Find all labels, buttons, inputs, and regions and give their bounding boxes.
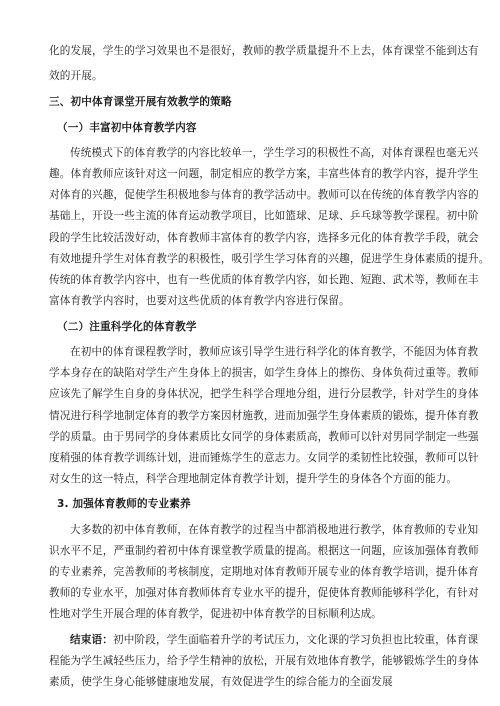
subsection-heading: 3. 加强体育教师的专业素养 — [57, 498, 191, 510]
paragraph-line: 性地对学生开展合理的体育教学，促进初中体育教学的目标顺利达成。 — [49, 608, 383, 620]
paragraph-line: 学的质量。由于男同学的身体素质比女同学的身体素质高，教师可以针对男同学制定一些强 — [49, 431, 479, 443]
paragraph-line: 的专业素养，完善教师的考核制度，定期地对体育教师开展专业的体育教学培训，提升体育 — [49, 566, 479, 578]
conclusion-first-line — [70, 633, 478, 647]
paragraph-line: 度稍强的体育教学训练计划，进而锤炼学生的意志力。女同学的柔韧性比较强，教师可以针 — [49, 452, 479, 464]
conclusion-label: 结束语： — [70, 634, 113, 646]
paragraph-line: 基础上，开设一些主流的体育运动教学项目，比如篮球、足球、乒乓球等教学课程。初中阶 — [49, 210, 479, 222]
paragraph-line: 对女生的这一特点，科学合理地制定体育教学计划，提升学生的身体各个方面的能力。 — [49, 473, 458, 485]
paragraph-line: 段的学生比较活泼好动，体育教师丰富体育的教学内容，选择多元化的体育教学手段，就会 — [49, 232, 479, 244]
paragraph-line: 应该先了解学生自身的身体状况，把学生科学合理地分组，进行分层教学，针对学生的身体 — [49, 388, 479, 400]
paragraph-line: 在初中的体育课程教学时，教师应该引导学生进行科学化的体育教学，不能因为体育教 — [70, 346, 479, 358]
paragraph-line: 素质，使学生身心能够健康地发展，有效促进学生的综合能力的全面发展 — [49, 676, 393, 688]
paragraph-line: 效的开展。 — [49, 70, 103, 82]
section-heading: 三、初中体育课堂开展有效教学的策略 — [49, 96, 232, 108]
paragraph-line: 趣。体育教师应该针对这一问题，制定相应的教学方案，丰富些体育的教学内容，提升学生 — [49, 168, 479, 180]
subsection-heading: （二）注重科学化的体育教学 — [57, 321, 197, 333]
paragraph-line: 程能为学生减轻些压力，给予学生精神的放松，开展有效地体育教学，能够锻炼学生的身体 — [49, 655, 479, 667]
paragraph-line: 对体育的兴趣，促使学生积极地参与体育的教学活动中。教师可以在传统的体育教学内容的 — [49, 189, 479, 201]
paragraph-line: 传统模式下的体育教学的内容比较单一，学生学习的积极性不高，对体育课程也毫无兴 — [70, 147, 479, 159]
paragraph-line: 化的发展，学生的学习效果也不是很好，教师的教学质量提升不上去，体育课堂不能到达有 — [49, 45, 479, 57]
paragraph-line: 教师的专业水平，加强对体育教师体育专业水平的提升，促使体育教师能够科学化，有针对 — [49, 587, 479, 599]
paragraph-line: 富体育教学内容时，也要对这些优质的体育教学内容进行保留。 — [49, 295, 350, 307]
paragraph-line: 情况进行科学地制定体育的教学方案因材施教，进而加强学生身体素质的锻炼，提升体育教 — [49, 410, 479, 422]
paragraph-line: 学本身存在的缺陷对学生产生身体上的损害，如学生身体上的擦伤、身体负荷过重等。教师 — [49, 367, 479, 379]
paragraph-line: 识水平不足，严重制约着初中体育课堂教学质量的提高。根据这一问题，应该加强体育教师 — [49, 545, 479, 557]
paragraph-line: 大多数的初中体育教师，在体育教学的过程当中都消极地进行教学，体育教师的专业知 — [70, 524, 479, 536]
paragraph-line: 传统的体育教学内容中，也有一些优质的体育教学内容，如长跑、短跑、武术等，教师在丰 — [49, 274, 479, 286]
subsection-heading: （一）丰富初中体育教学内容 — [57, 122, 197, 134]
conclusion-text: 初中阶段，学生面临着升学的考试压力，文化课的学习负担也比较重，体育课 — [112, 634, 479, 646]
paragraph-line: 有效地提升学生对体育教学的积极性，吸引学生学习体育的兴趣，促进学生身体素质的提升。 — [49, 253, 490, 265]
